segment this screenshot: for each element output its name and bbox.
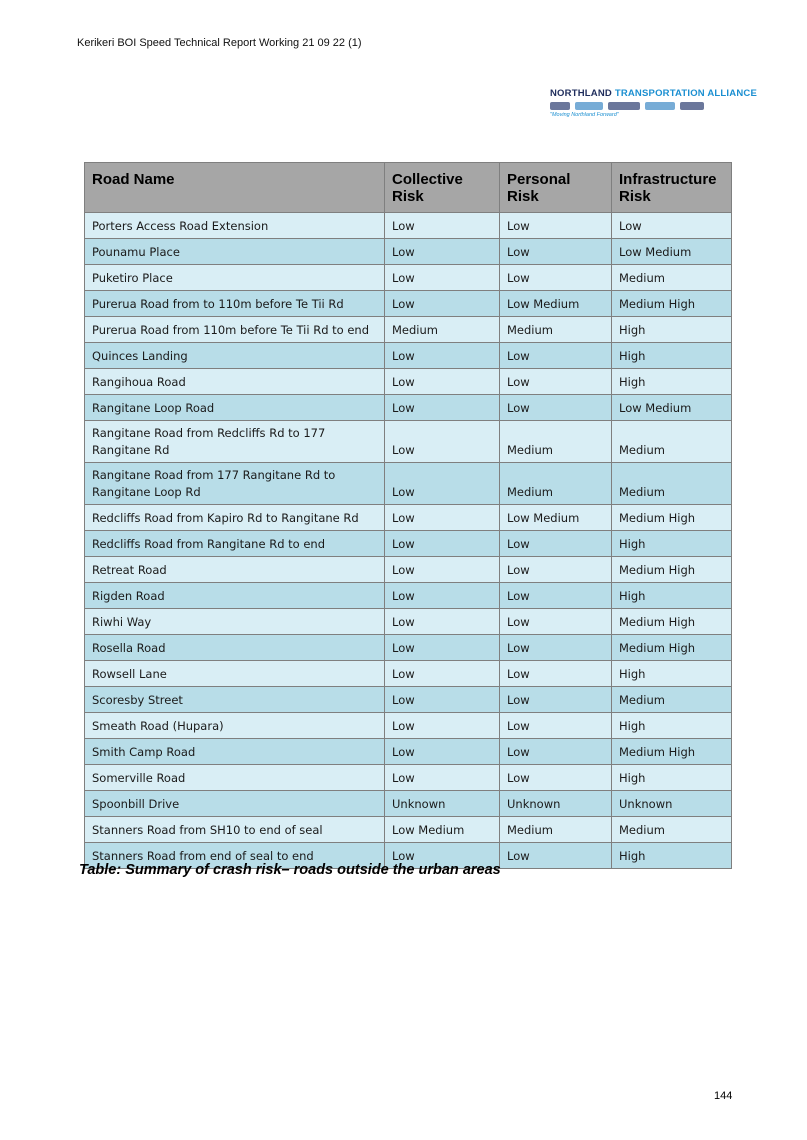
collective-risk-cell: Low [385,583,500,609]
personal-risk-cell: Low [500,661,612,687]
personal-risk-cell: Low [500,213,612,239]
personal-risk-cell: Low [500,765,612,791]
road-name-cell: Rigden Road [85,583,385,609]
road-name-cell: Purerua Road from 110m before Te Tii Rd to end [85,317,385,343]
personal-risk-cell: Low [500,557,612,583]
personal-risk-cell: Unknown [500,791,612,817]
table-row [85,739,732,765]
table-row [85,395,732,421]
collective-risk-cell: Low [385,713,500,739]
personal-risk-cell: Low [500,687,612,713]
table-row [85,661,732,687]
table-row [85,265,732,291]
infrastructure-risk-cell: High [612,843,732,869]
infrastructure-risk-cell: High [612,583,732,609]
table-row [85,463,732,505]
personal-risk-cell: Medium [500,463,612,505]
partner-logos [550,101,725,111]
infrastructure-risk-cell: High [612,661,732,687]
collective-risk-cell: Low [385,557,500,583]
collective-risk-cell: Low [385,463,500,505]
table-row [85,635,732,661]
infrastructure-risk-cell: High [612,713,732,739]
personal-risk-cell: Low [500,635,612,661]
collective-risk-cell: Low [385,739,500,765]
road-name-cell: Rangitane Loop Road [85,395,385,421]
road-name-cell: Stanners Road from SH10 to end of seal [85,817,385,843]
table-caption: Table: Summary of crash risk– roads outside the urban areas [79,862,501,878]
document-header: Kerikeri BOI Speed Technical Report Working 21 09 22 (1) [77,37,362,49]
collective-risk-cell: Low [385,421,500,463]
infrastructure-risk-cell: Low Medium [612,239,732,265]
infrastructure-risk-cell: High [612,343,732,369]
personal-risk-cell: Low [500,609,612,635]
table-row [85,583,732,609]
road-name-cell: Spoonbill Drive [85,791,385,817]
personal-risk-cell: Low [500,713,612,739]
infrastructure-risk-cell: High [612,317,732,343]
table-row [85,713,732,739]
table-row [85,291,732,317]
infrastructure-risk-cell: Medium [612,265,732,291]
crash-risk-table [84,162,732,869]
personal-risk-cell: Low [500,265,612,291]
table-row [85,687,732,713]
road-name-cell: Smeath Road (Hupara) [85,713,385,739]
table-row [85,213,732,239]
infrastructure-risk-cell: Low [612,213,732,239]
collective-risk-cell: Low [385,687,500,713]
partner-logo-icon [550,102,570,110]
table-row [85,531,732,557]
table-body [85,213,732,869]
table-row [85,557,732,583]
personal-risk-cell: Medium [500,421,612,463]
road-name-cell: Redcliffs Road from Rangitane Rd to end [85,531,385,557]
infrastructure-risk-cell: Medium [612,687,732,713]
page-number: 144 [714,1090,733,1102]
collective-risk-cell: Low [385,291,500,317]
infrastructure-risk-cell: High [612,531,732,557]
personal-risk-cell: Low [500,343,612,369]
personal-risk-cell: Low Medium [500,505,612,531]
collective-risk-cell: Low [385,369,500,395]
infrastructure-risk-cell: Low Medium [612,395,732,421]
collective-risk-cell: Low [385,661,500,687]
collective-risk-cell: Low [385,635,500,661]
collective-risk-cell: Low [385,843,500,869]
partner-logo-icon [645,102,675,110]
road-name-cell: Redcliffs Road from Kapiro Rd to Rangitane Rd [85,505,385,531]
infrastructure-risk-cell: Medium [612,421,732,463]
table-row [85,317,732,343]
road-name-cell: Riwhi Way [85,609,385,635]
collective-risk-cell: Low [385,395,500,421]
road-name-cell: Rosella Road [85,635,385,661]
table-row [85,369,732,395]
road-name-cell: Pounamu Place [85,239,385,265]
infrastructure-risk-cell: Medium High [612,505,732,531]
collective-risk-cell: Low [385,213,500,239]
personal-risk-cell: Low Medium [500,291,612,317]
infrastructure-risk-cell: Medium [612,463,732,505]
partner-logo-icon [680,102,704,110]
table-row [85,421,732,463]
personal-risk-cell: Low [500,239,612,265]
collective-risk-cell: Low [385,505,500,531]
infrastructure-risk-cell: High [612,369,732,395]
header-personal-risk: Personal Risk [500,163,612,213]
table-row [85,609,732,635]
road-name-cell: Rangitane Road from Redcliffs Rd to 177 Rangitane Rd [85,421,385,463]
collective-risk-cell: Unknown [385,791,500,817]
infrastructure-risk-cell: Medium High [612,609,732,635]
header-road-name: Road Name [85,163,385,213]
road-name-cell: Rangihoua Road [85,369,385,395]
road-name-cell: Stanners Road from end of seal to end [85,843,385,869]
personal-risk-cell: Low [500,583,612,609]
road-name-cell: Somerville Road [85,765,385,791]
collective-risk-cell: Low Medium [385,817,500,843]
table-row [85,791,732,817]
road-name-cell: Rangitane Road from 177 Rangitane Rd to Rangitane Loop Rd [85,463,385,505]
table-row [85,765,732,791]
infrastructure-risk-cell: Medium High [612,635,732,661]
collective-risk-cell: Low [385,609,500,635]
logo-title-northland: NORTHLAND [550,88,612,99]
road-name-cell: Smith Camp Road [85,739,385,765]
collective-risk-cell: Low [385,343,500,369]
collective-risk-cell: Low [385,265,500,291]
logo-title-alliance: TRANSPORTATION ALLIANCE [614,88,757,99]
collective-risk-cell: Low [385,531,500,557]
table-header-row [85,163,732,213]
infrastructure-risk-cell: Unknown [612,791,732,817]
table-row [85,505,732,531]
road-name-cell: Porters Access Road Extension [85,213,385,239]
road-name-cell: Quinces Landing [85,343,385,369]
infrastructure-risk-cell: High [612,765,732,791]
road-name-cell: Puketiro Place [85,265,385,291]
road-name-cell: Rowsell Lane [85,661,385,687]
infrastructure-risk-cell: Medium High [612,739,732,765]
header-collective-risk: Collective Risk [385,163,500,213]
partner-logo-icon [608,102,640,110]
table-row [85,817,732,843]
road-name-cell: Scoresby Street [85,687,385,713]
personal-risk-cell: Medium [500,317,612,343]
collective-risk-cell: Low [385,765,500,791]
infrastructure-risk-cell: Medium High [612,557,732,583]
collective-risk-cell: Low [385,239,500,265]
table-row [85,239,732,265]
table-row [85,343,732,369]
personal-risk-cell: Low [500,843,612,869]
partner-logo-icon [575,102,603,110]
northland-transportation-alliance-logo [550,88,757,124]
logo-tagline: "Moving Northland Forward" [550,112,619,118]
header-infrastructure-risk: Infrastructure Risk [612,163,732,213]
infrastructure-risk-cell: Medium High [612,291,732,317]
personal-risk-cell: Low [500,369,612,395]
personal-risk-cell: Low [500,531,612,557]
collective-risk-cell: Medium [385,317,500,343]
personal-risk-cell: Low [500,395,612,421]
logo-title [550,88,757,99]
infrastructure-risk-cell: Medium [612,817,732,843]
road-name-cell: Retreat Road [85,557,385,583]
personal-risk-cell: Medium [500,817,612,843]
personal-risk-cell: Low [500,739,612,765]
road-name-cell: Purerua Road from to 110m before Te Tii Rd [85,291,385,317]
